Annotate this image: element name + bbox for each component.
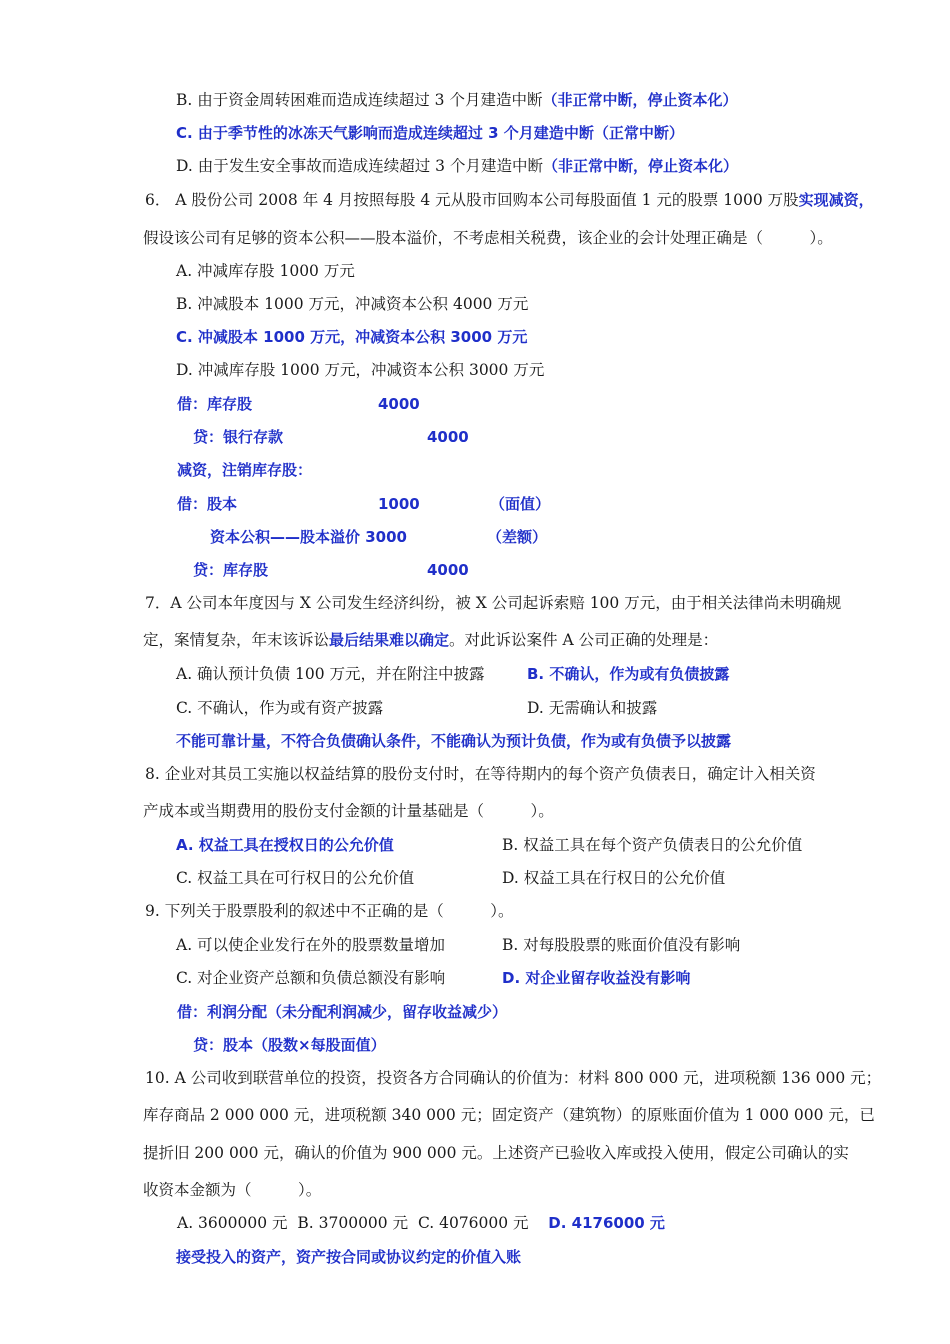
q7-stem-highlight: 最后结果难以确定 <box>329 631 450 649</box>
q6-entry1-label: 借：库存股 <box>177 395 253 413</box>
q6-entry1-amount: 4000 <box>378 395 420 413</box>
q6-entry6-amount: 4000 <box>427 561 469 579</box>
q7-stem-post: 。对此诉讼案件 A 公司正确的处理是： <box>449 631 719 649</box>
q5-option-b-text: B. 由于资金周转困难而造成连续超过 3 个月建造中断 <box>176 91 543 109</box>
q10-option-c: C. 4076000 元 <box>417 1214 529 1232</box>
q6-entry6-label: 贷：库存股 <box>193 561 269 579</box>
q8-option-a: A. 权益工具在授权日的公允价值 <box>176 836 394 854</box>
q6-stem-text: 6． A 股份公司 2008 年 4 月按照每股 4 元从股市回购本公司每股面值 1 元的股票 1000 万股 <box>145 191 799 209</box>
q10-option-b: B. 3700000 元 <box>297 1214 409 1232</box>
q7-option-d: D. 无需确认和披露 <box>527 699 658 717</box>
q9-entry2: 贷：股本（股数×每股面值） <box>193 1036 386 1054</box>
q5-option-c: C. 由于季节性的冰冻天气影响而造成连续超过 3 个月建造中断（正常中断） <box>176 124 684 142</box>
q9-entry1: 借：利润分配（未分配利润减少，留存收益减少） <box>177 1003 508 1021</box>
q9-option-d: D. 对企业留存收益没有影响 <box>502 969 691 987</box>
q9-option-c: C. 对企业资产总额和负债总额没有影响 <box>176 969 446 987</box>
q10-stem-line1: 10. A 公司收到联营单位的投资，投资各方合同确认的价值为：材料 800 000 元，进项税额 136 000 元； <box>145 1069 882 1087</box>
q6-stem-highlight: 实现减资， <box>798 191 874 209</box>
q5-option-d-text: D. 由于发生安全事故而造成连续超过 3 个月建造中断 <box>176 157 543 175</box>
q10-options <box>177 1213 665 1233</box>
q10-explanation: 接受投入的资产，资产按合同或协议约定的价值入账 <box>176 1248 522 1266</box>
q9-option-a: A. 可以使企业发行在外的股票数量增加 <box>176 936 446 954</box>
q6-stem-line1 <box>145 190 874 210</box>
q6-option-d: D. 冲减库存股 1000 万元，冲减资本公积 3000 万元 <box>176 361 545 379</box>
q8-stem-line1: 8. 企业对其员工实施以权益结算的股份支付时，在等待期内的每个资产负债表日，确定计入相关资 <box>145 765 816 783</box>
q8-option-c: C. 权益工具在可行权日的公允价值 <box>176 869 415 887</box>
q8-stem-line2: 产成本或当期费用的股份支付金额的计量基础是（ ）。 <box>143 802 554 820</box>
q7-option-c: C. 不确认，作为或有资产披露 <box>176 699 384 717</box>
q6-entry3: 减资，注销库存股： <box>177 461 313 479</box>
q10-stem-line4: 收资本金额为（ ）。 <box>143 1181 322 1199</box>
q6-option-b: B. 冲减股本 1000 万元，冲减资本公积 4000 万元 <box>176 295 529 313</box>
q5-option-b <box>176 90 737 110</box>
q10-option-a: A. 3600000 元 <box>177 1214 288 1232</box>
q7-explanation: 不能可靠计量，不符合负债确认条件，不能确认为预计负债，作为或有负债予以披露 <box>176 732 732 750</box>
q9-stem: 9. 下列关于股票股利的叙述中不正确的是（ ）。 <box>145 902 514 920</box>
q10-option-d: D. 4176000 元 <box>548 1214 665 1232</box>
q6-stem-line2: 假设该公司有足够的资本公积——股本溢价，不考虑相关税费，该企业的会计处理正确是（ ）。 <box>143 229 833 247</box>
q6-entry4-amount: 1000 <box>378 495 420 513</box>
q5-option-d <box>176 156 738 176</box>
q6-entry5-label: 资本公积——股本溢价 3000 <box>210 528 407 546</box>
q6-option-a: A. 冲减库存股 1000 万元 <box>176 262 355 280</box>
q6-entry4-note: （面值） <box>490 495 551 513</box>
q6-option-c: C. 冲减股本 1000 万元，冲减资本公积 3000 万元 <box>176 328 528 346</box>
q6-entry2-amount: 4000 <box>427 428 469 446</box>
q10-stem-line2: 库存商品 2 000 000 元，进项税额 340 000 元；固定资产（建筑物）的原账面价值为 1 000 000 元，已 <box>143 1106 875 1124</box>
q8-option-d: D. 权益工具在行权日的公允价值 <box>502 869 726 887</box>
q6-entry4-label: 借：股本 <box>177 495 238 513</box>
q6-entry5-note: （差额） <box>487 528 548 546</box>
q7-stem-line1: 7．A 公司本年度因与 X 公司发生经济纠纷，被 X 公司起诉索赔 100 万元，由于相关法律尚未明确规 <box>145 594 842 612</box>
q7-option-a: A. 确认预计负债 100 万元，并在附注中披露 <box>176 665 485 683</box>
q5-option-d-note: （非正常中断，停止资本化） <box>542 157 738 175</box>
q6-entry2-label: 贷：银行存款 <box>193 428 284 446</box>
q8-option-b: B. 权益工具在每个资产负债表日的公允价值 <box>502 836 803 854</box>
q5-option-b-note: （非正常中断，停止资本化） <box>542 91 738 109</box>
q7-stem-line2 <box>143 630 718 650</box>
q7-stem-pre: 定，案情复杂，年末该诉讼 <box>143 631 330 649</box>
q10-stem-line3: 提折旧 200 000 元，确认的价值为 900 000 元。上述资产已验收入库或投入使用，假定公司确认的实 <box>143 1144 849 1162</box>
q7-option-b: B. 不确认，作为或有负债披露 <box>527 665 730 683</box>
q9-option-b: B. 对每股股票的账面价值没有影响 <box>502 936 741 954</box>
